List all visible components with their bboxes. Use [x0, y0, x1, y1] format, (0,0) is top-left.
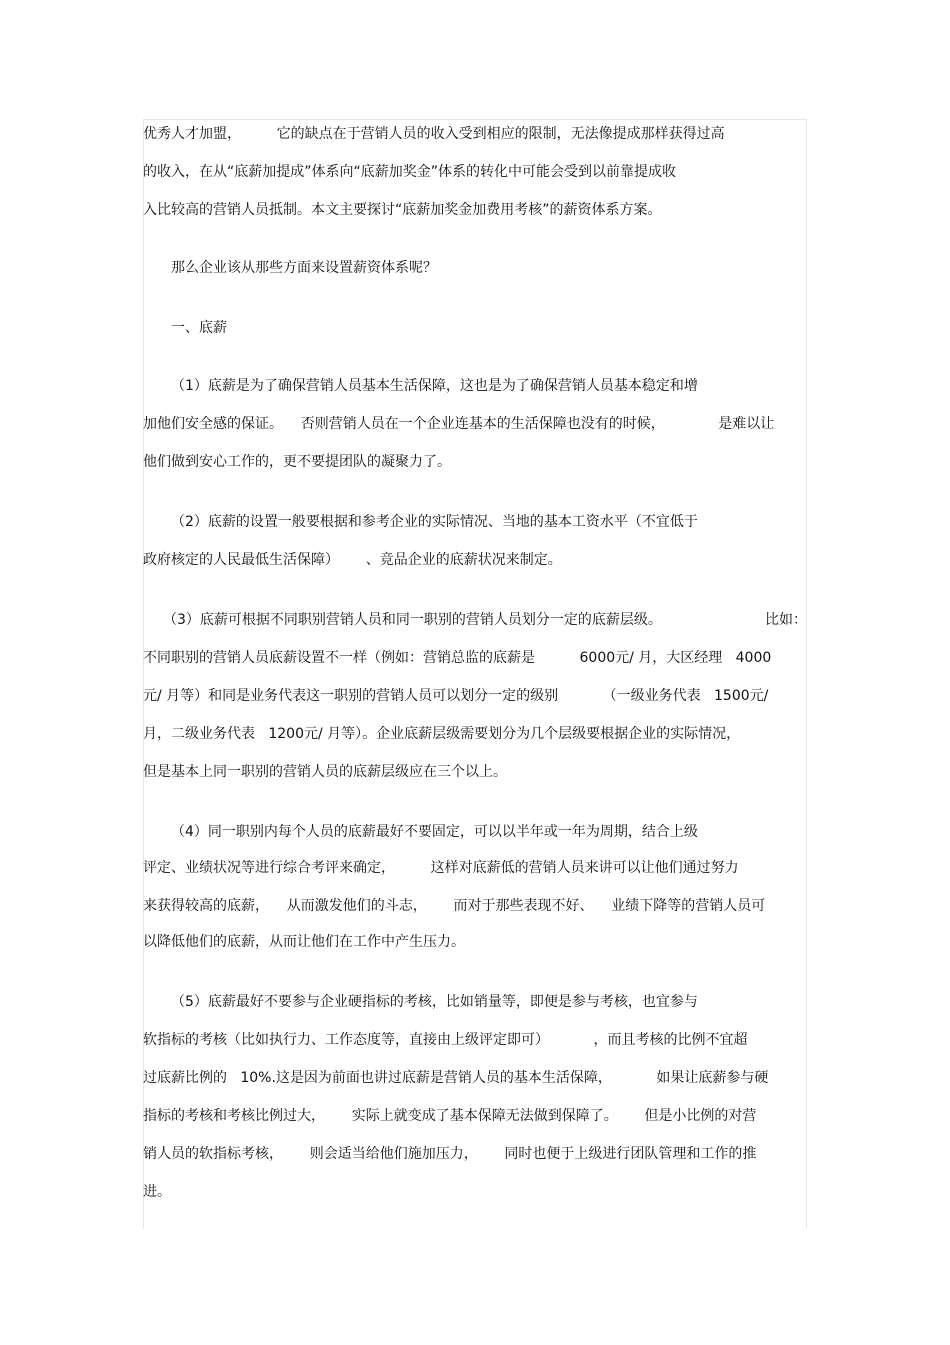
text-line: 政府核定的人民最低生活保障） 、竞品企业的底薪状况来制定。 — [143, 552, 562, 568]
paragraph-question: 那么企业该从那些方面来设置薪资体系呢？ — [171, 260, 437, 276]
text-line: 加他们安全感的保证。 否则营销人员在一个企业连基本的生活保障也没有的时候， 是难以让 — [143, 416, 775, 432]
text-line: 销人员的软指标考核， 则会适当给他们施加压力， 同时也便于上级进行团队管理和工作的推 — [143, 1146, 757, 1162]
text-line: 元/ 月等）和同是业务代表这一职别的营销人员可以划分一定的级别 （一级业务代表 1500元/ — [143, 688, 769, 704]
text-line: 来获得较高的底薪， 从而激发他们的斗志， 而对于那些表现不好、 业绩下降等的营销人员可 — [143, 898, 766, 914]
text-line: （2）底薪的设置一般要根据和参考企业的实际情况、当地的基本工资水平（不宜低于 — [171, 514, 698, 530]
text-line: （5）底薪最好不要参与企业硬指标的考核，比如销量等，即便是参与考核，也宜参与 — [171, 994, 698, 1010]
text-line: 过底薪比例的 10%.这是因为前面也讲过底薪是营销人员的基本生活保障， 如果让底薪参与硬 — [143, 1070, 769, 1086]
text-line: 评定、业绩状况等进行综合考评来确定， 这样对底薪低的营销人员来讲可以让他们通过努力 — [143, 860, 739, 876]
text-line: （1）底薪是为了确保营销人员基本生活保障，这也是为了确保营销人员基本稳定和增 — [171, 378, 698, 394]
text-line: 优秀人才加盟， 它的缺点在于营销人员的收入受到相应的限制，无法像提成那样获得过高 — [143, 126, 725, 142]
text-line: 进。 — [143, 1184, 171, 1200]
page-border — [143, 119, 807, 1229]
text-line: 指标的考核和考核比例过大， 实际上就变成了基本保障无法做到保障了。 但是小比例的对营 — [143, 1108, 757, 1124]
text-line: 月，二级业务代表 1200元/ 月等）。企业底薪层级需要划分为几个层级要根据企业的实际情况， — [143, 726, 741, 742]
text-line: （3）底薪可根据不同职别营销人员和同一职别的营销人员划分一定的底薪层级。 — [163, 612, 662, 628]
text-line: （4）同一职别内每个人员的底薪最好不要固定，可以以半年或一年为周期，结合上级 — [171, 824, 698, 840]
text-line: 入比较高的营销人员抵制。本文主要探讨“底薪加奖金加费用考核”的薪资体系方案。 — [143, 202, 662, 218]
text-line: 但是基本上同一职别的营销人员的底薪层级应在三个以上。 — [143, 764, 507, 780]
text-line: 他们做到安心工作的，更不要提团队的凝聚力了。 — [143, 454, 451, 470]
text-line: 不同职别的营销人员底薪设置不一样（例如：营销总监的底薪是 6000元/ 月，大区经理 4000 — [143, 650, 772, 666]
text-line: 的收入，在从“底薪加提成”体系向“底薪加奖金”体系的转化中可能会受到以前靠提成收 — [143, 164, 677, 180]
text-line: 以降低他们的底薪，从而让他们在工作中产生压力。 — [143, 934, 465, 950]
text-line-tail: 比如： — [765, 612, 807, 628]
text-line: 软指标的考核（比如执行力、工作态度等，直接由上级评定即可） ，而且考核的比例不宜超 — [143, 1032, 748, 1048]
section-heading: 一、底薪 — [171, 320, 227, 336]
